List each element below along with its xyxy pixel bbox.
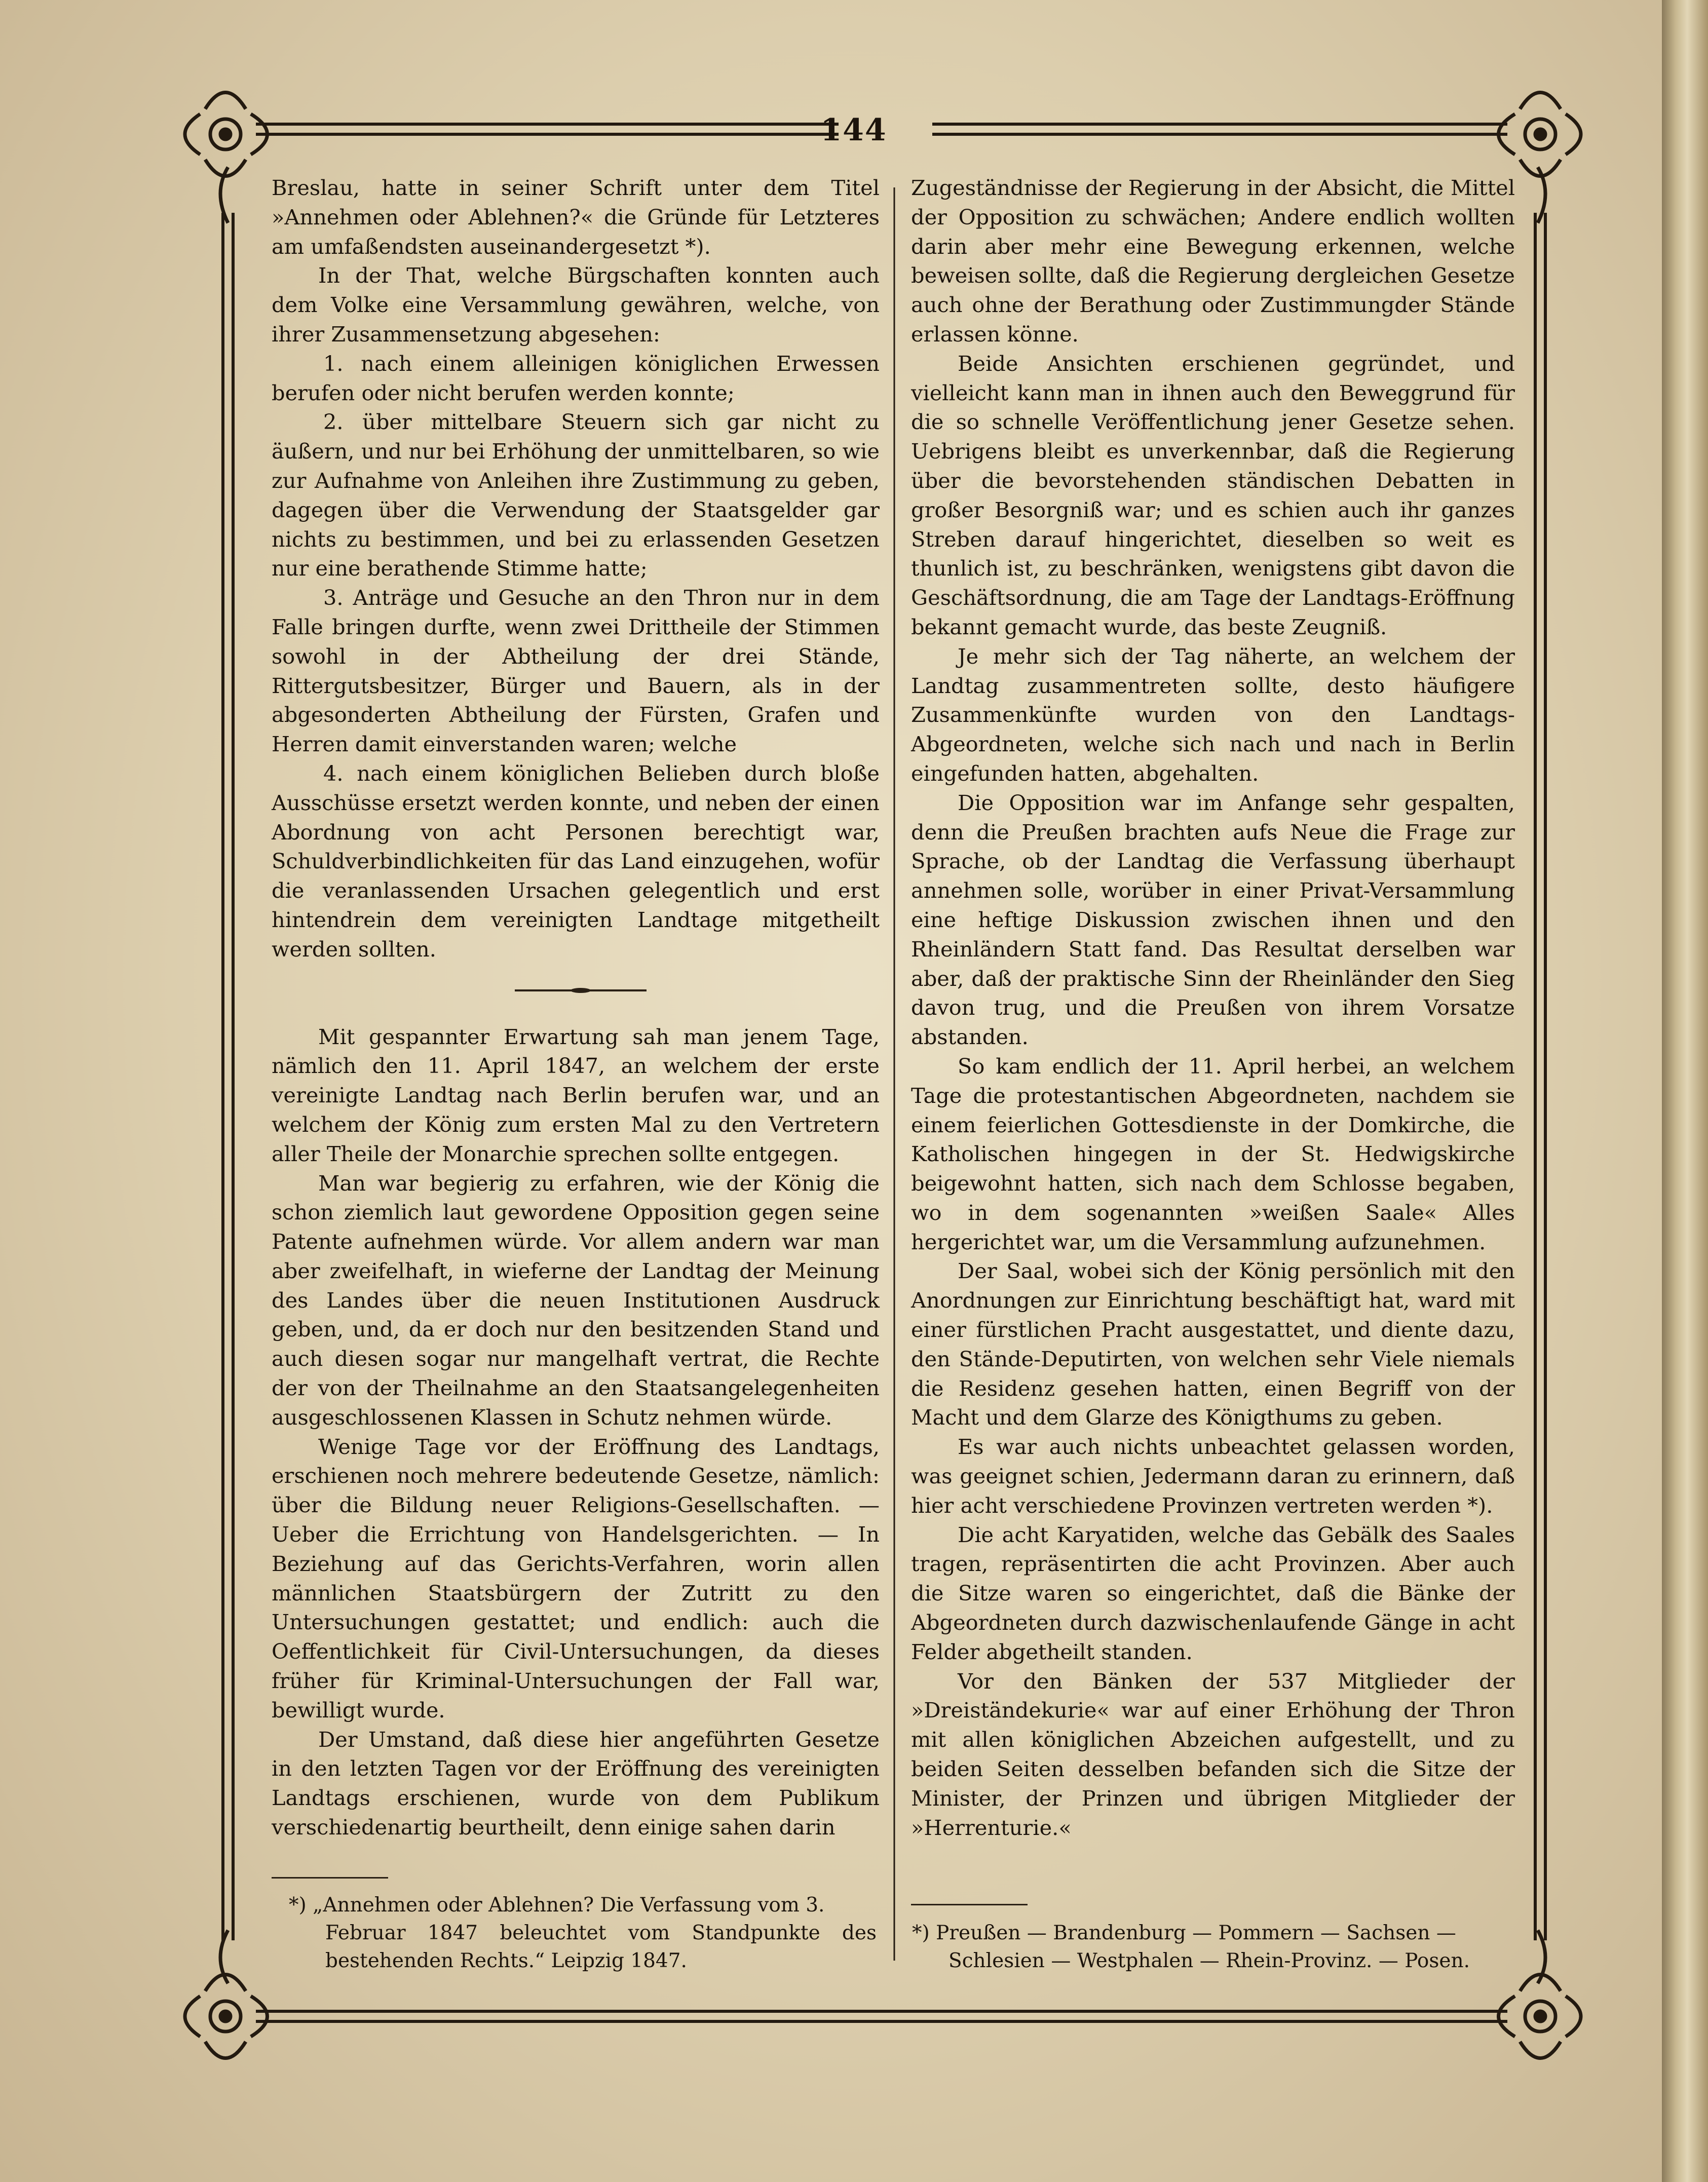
- page-number: 144: [820, 112, 887, 148]
- paragraph: Mit gespannter Erwartung sah man jenem Tage, nämlich den 11. April 1847, an welchem der erste vereinigte Landtag nach Berlin berufen war, und an welchem der König zum ersten Mal zu den Vertretern aller Theile der Monarchie sprechen sollte entgegen.: [272, 1024, 880, 1166]
- paragraph: Zugeständnisse der Regierung in der Absicht, die Mittel der Opposition zu schwächen; Andere endlich wollten darin aber mehr eine Bewegung erkennen, welche beweisen sollte, daß die Regierung dergleichen Gesetze auch ohne der Berathung oder Zustimmungder Stände erlassen könne.: [911, 175, 1515, 347]
- footnote-rule-left: [272, 1877, 388, 1879]
- left-column: [272, 173, 880, 1842]
- list-item: 2. über mittelbare Steuern sich gar nicht zu äußern, und nur bei Erhöhung der unmittelbaren, so wie zur Aufnahme von Anleihen ihre Zustimmung zu geben, dagegen über die Verwendung der Staatsgelder gar nichts zu bestimmen, und bei zu erlassenden Gesetzen nur eine berathende Stimme hatte;: [272, 409, 880, 581]
- paragraph: In der That, welche Bürgschaften konnten auch dem Volke eine Versammlung gewähren, welche, von ihrer Zusammensetzung abgesehen:: [272, 263, 880, 347]
- paragraph: Beide Ansichten erschienen gegründet, und vielleicht kann man in ihnen auch den Beweggrund für die so schnelle Veröffentlichung jener Gesetze sehen. Uebrigens bleibt es unverkennbar, daß die Regierung über die bevorstehenden ständischen Debatten in großer Besorgniß war; und es schien auch ihr ganzes Streben darauf hingerichtet, dieselben so weit es thunlich ist, zu beschränken, wenigstens gibt davon die Geschäftsordnung, die am Tage der Landtags-Eröffnung bekannt gemacht wurde, das beste Zeugniß.: [911, 351, 1515, 639]
- section-divider: [272, 964, 880, 1022]
- corner-ornament-top-left: [185, 93, 268, 223]
- paragraph: Die Opposition war im Anfange sehr gespalten, denn die Preußen brachten aufs Neue die Frage zur Sprache, ob der Landtag die Verfassung überhaupt annehmen solle, worüber in einer Privat-Versammlung eine heftige Diskussion zwischen ihnen und den Rheinländern Statt fand. Das Resultat derselben war aber, daß der praktische Sinn der Rheinländer den Sieg davon trug, und die Preußen von ihrem Vorsatze abstanden.: [911, 790, 1515, 1050]
- paragraph: Es war auch nichts unbeachtet gelassen worden, was geeignet schien, Jedermann daran zu erinnern, daß hier acht verschiedene Provinzen vertreten werden *).: [911, 1434, 1515, 1518]
- paragraph: Vor den Bänken der 537 Mitglieder der »Dreiständekurie« war auf einer Erhöhung der Thron mit allen königlichen Abzeichen aufgestellt, und zu beiden Seiten desselben befanden sich die Sitze der Minister, der Prinzen und übrigen Mitglieder der »Herrenturie.«: [911, 1668, 1515, 1840]
- corner-ornament-bottom-left: [185, 1930, 268, 2058]
- footnote-rule-right: [911, 1904, 1028, 1905]
- paragraph: Breslau, hatte in seiner Schrift unter dem Titel »Annehmen oder Ablehnen?« die Gründe für Letzteres am umfaßendsten auseinandergesetzt *).: [272, 175, 880, 259]
- paragraph: Je mehr sich der Tag näherte, an welchem der Landtag zusammentreten sollte, desto häufigere Zusammenkünfte wurden von den Landtags-Abgeordneten, welche sich nach und nach in Berlin eingefunden hatten, abgehalten.: [911, 643, 1515, 786]
- footnote-line: Schlesien — Westphalen — Rhein-Provinz. — Posen.: [948, 1949, 1470, 1972]
- paragraph: Wenige Tage vor der Eröffnung des Landtags, erschienen noch mehrere bedeutende Gesetze, nämlich: über die Bildung neuer Religions-Gesellschaften. — Ueber die Errichtung von Handelsgerichten. — In Beziehung auf das Gerichts-Verfahren, worin allen männlichen Staatsbürgern der Zutritt zu den Untersuchungen gestattet; und endlich: auch die Oeffentlichkeit für Civil-Untersuchungen, da dieses früher für Kriminal-Untersuchungen der Fall war, bewilligt wurde.: [272, 1434, 880, 1722]
- list-item: 3. Anträge und Gesuche an den Thron nur in dem Falle bringen durfte, wenn zwei Drittheile der Stimmen sowohl in der Abtheilung der drei Stände, Rittergutsbesitzer, Bürger und Bauern, als in der abgesonderten Abtheilung der Fürsten, Grafen und Herren damit einverstanden waren; welche: [272, 585, 880, 757]
- paragraph: So kam endlich der 11. April herbei, an welchem Tage die protestantischen Abgeordneten, nachdem sie einem feierlichen Gottesdienste in der Domkirche, die Katholischen hingegen in der St. Hedwigskirche beigewohnt hatten, sich nach dem Schlosse begaben, wo in dem sogenannten »weißen Saale« Alles hergerichtet war, um die Versammlung aufzunehmen.: [911, 1053, 1515, 1254]
- paragraph: Der Umstand, daß diese hier angeführten Gesetze in den letzten Tagen vor der Eröffnung des vereinigten Landtags erschienen, wurde von dem Publikum verschiedenartig beurtheilt, denn einige sahen darin: [272, 1727, 880, 1840]
- right-column: [911, 173, 1515, 1842]
- paragraph: Man war begierig zu erfahren, wie der König die schon ziemlich laut gewordene Opposition gegen seine Patente aufnehmen würde. Vor allem andern war man aber zweifelhaft, in wieferne der Landtag der Meinung des Landes über die neuen Institutionen Ausdruck geben, und, da er doch nur den besitzenden Stand und auch diesen sogar nur mangelhaft vertrat, die Rechte der von der Theilnahme an den Staatsangelegenheiten ausgeschlossenen Klassen in Schutz nehmen würde.: [272, 1170, 880, 1430]
- footnote-line: *) Preußen — Brandenburg — Pommern — Sachsen —: [912, 1922, 1456, 1944]
- footnote-line: *) „Annehmen oder Ablehnen? Die Verfassung vom 3.: [289, 1894, 825, 1917]
- list-item: 1. nach einem alleinigen königlichen Erwessen berufen oder nicht berufen werden konnte;: [272, 351, 880, 405]
- list-item: 4. nach einem königlichen Belieben durch bloße Ausschüsse ersetzt werden konnte, und neben der einen Abordnung von acht Personen berechtigt war, Schuldverbindlichkeiten für das Land einzugehen, wofür die veranlassenden Ursachen gelegentlich und erst hintendrein dem vereinigten Landtage mitgetheilt werden sollten.: [272, 760, 880, 962]
- footnote-left: [289, 1891, 877, 1975]
- footnote-right: [912, 1919, 1515, 1975]
- footnote-line: Februar 1847 beleuchtet vom Standpunkte des bestehenden Rechts.“ Leipzig 1847.: [325, 1922, 877, 1972]
- paragraph: Der Saal, wobei sich der König persönlich mit den Anordnungen zur Einrichtung beschäftigt hat, ward mit einer fürstlichen Pracht ausgestattet, und diente dazu, den Stände-Deputirten, von welchen sehr Viele niemals die Residenz gesehen hatten, einen Begriff von der Macht und dem Glarze des Königthums zu geben.: [911, 1258, 1515, 1430]
- paragraph: Die acht Karyatiden, welche das Gebälk des Saales tragen, repräsentirten die acht Provinzen. Aber auch die Sitze waren so eingerichtet, daß die Bänke der Abgeordneten durch dazwischenlaufende Gänge in acht Felder abgetheilt standen.: [911, 1522, 1515, 1664]
